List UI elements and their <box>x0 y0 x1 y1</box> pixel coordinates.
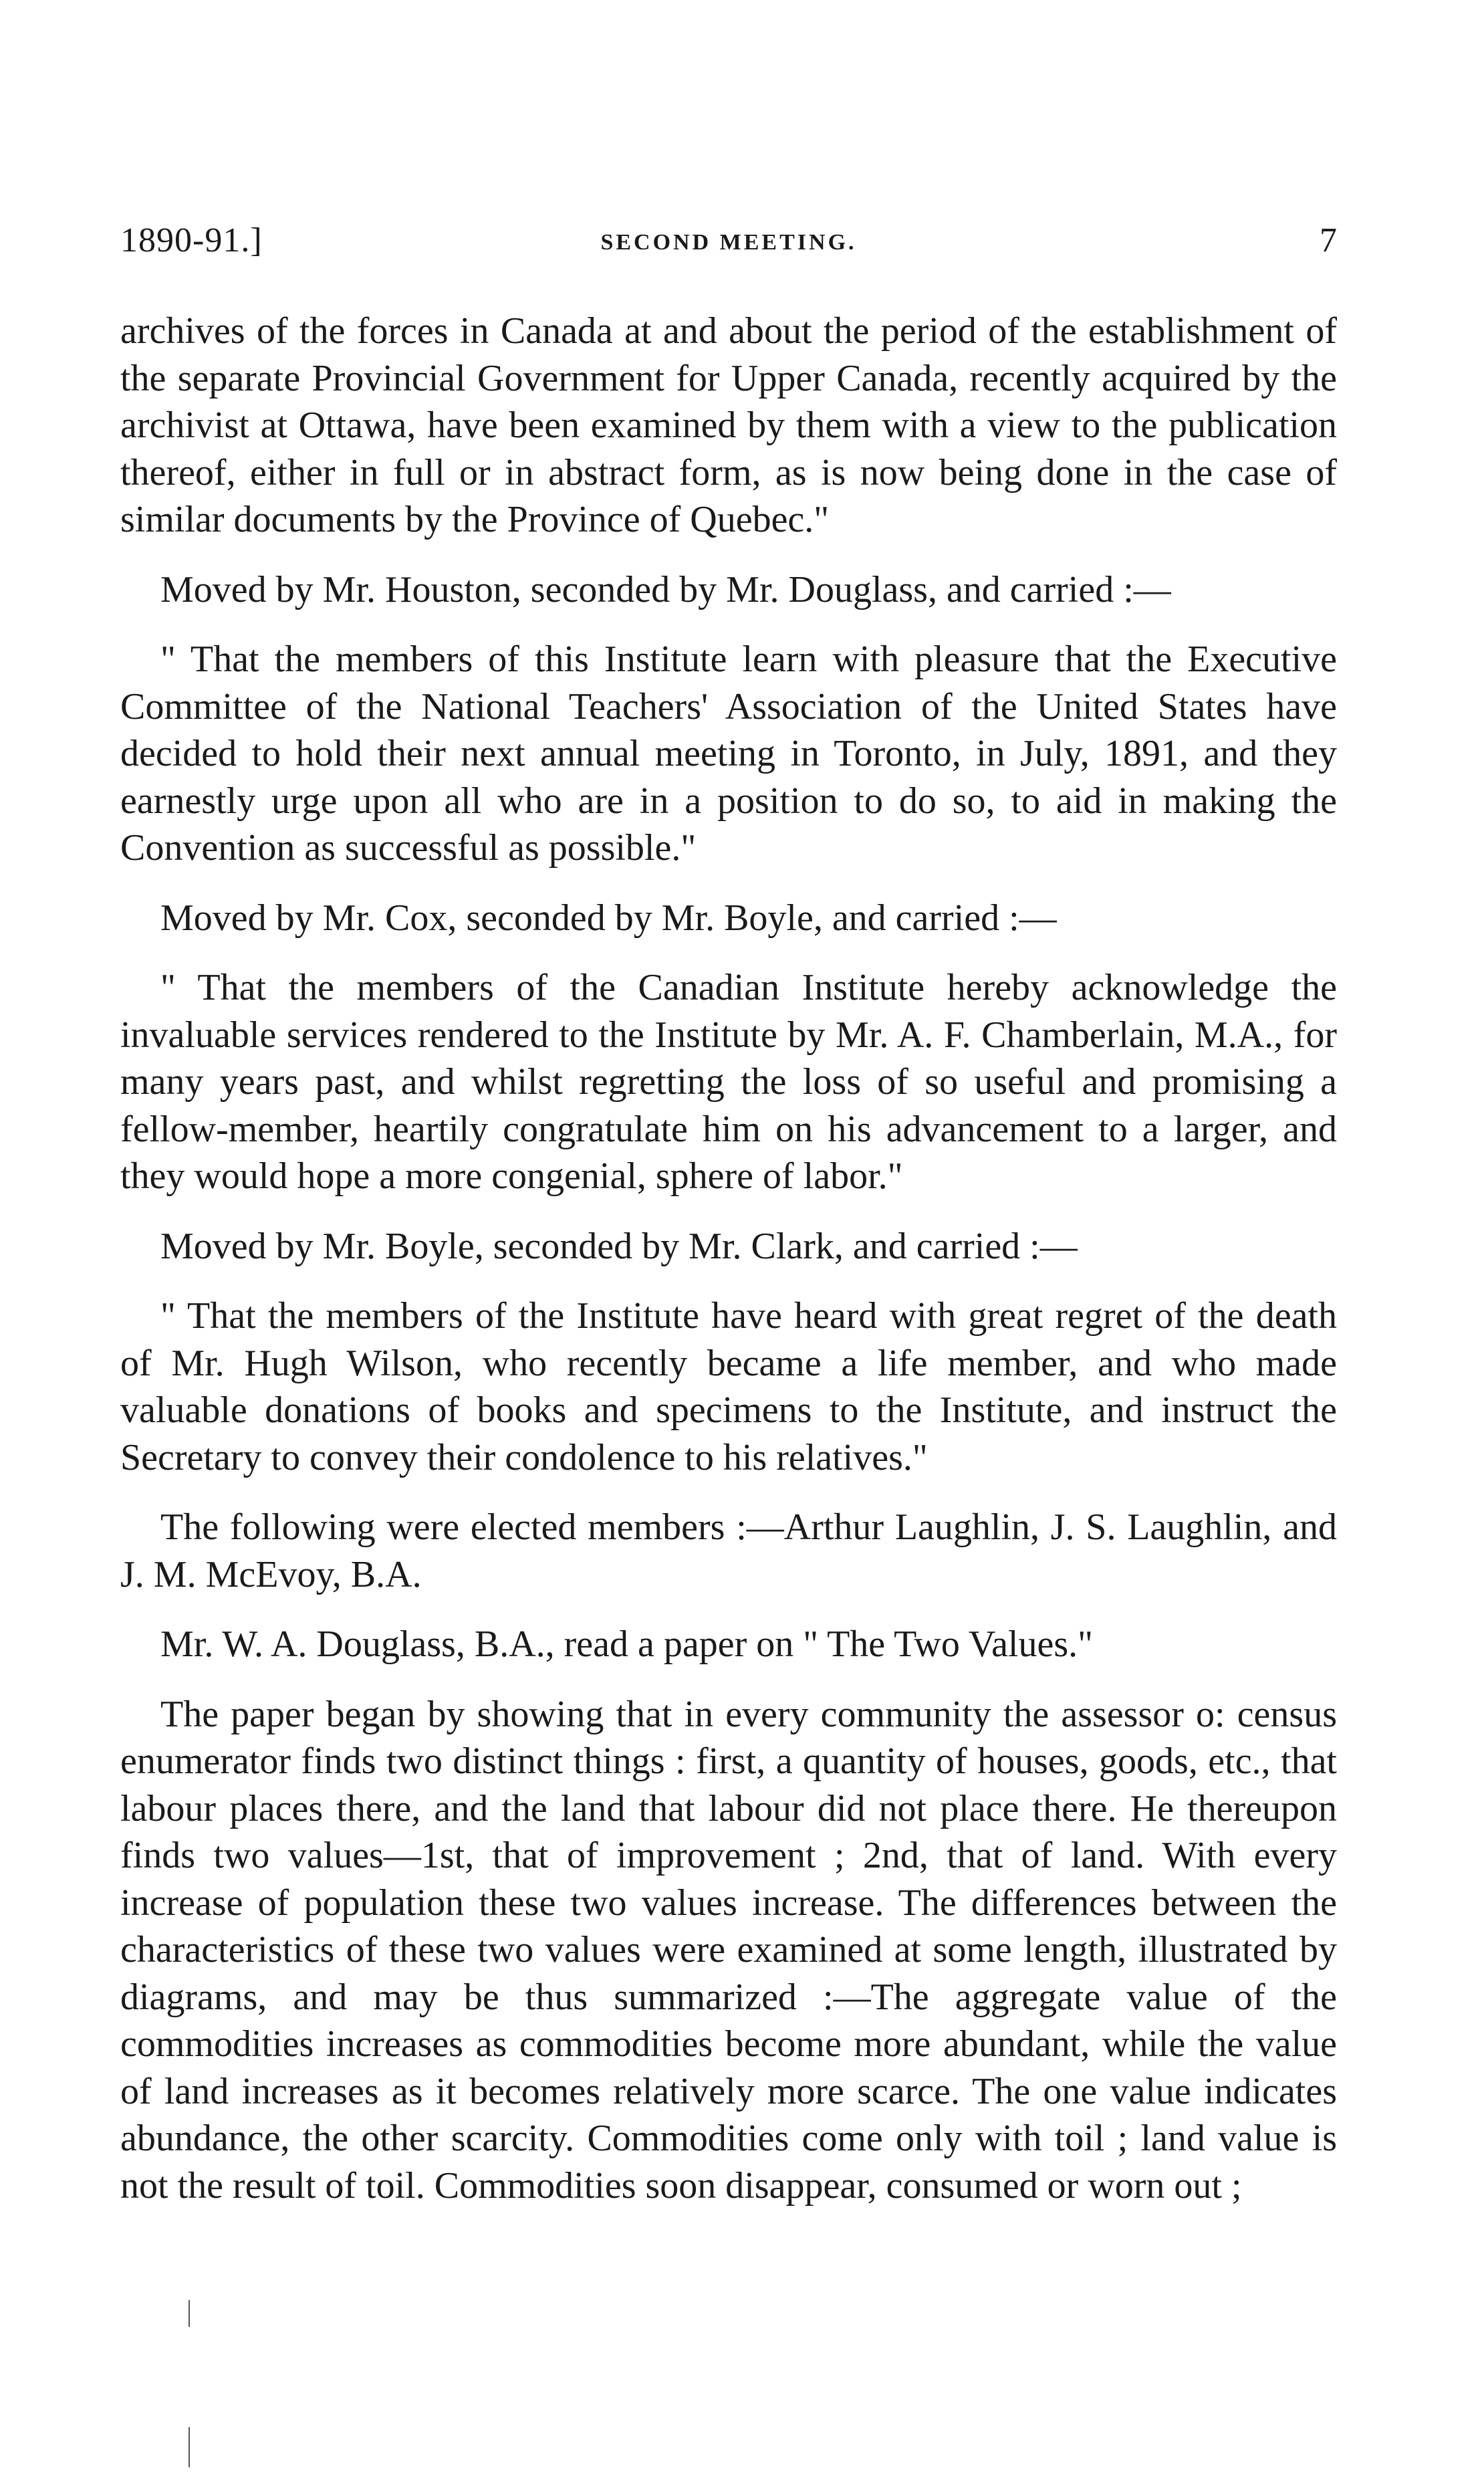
paragraph-resolution-teachers-association: " That the members of this Institute learn with pleasure that the Executive Committee of the National Teachers' Association of the United States have decided to hold their next annual meeting in Toronto, in July, 1891, and they earnestly urge upon all who are in a position to do so, to aid in making the Convention as successful as possible." <box>120 639 1337 869</box>
year-range-header: 1890-91.] <box>120 221 263 259</box>
book-page <box>120 221 1337 2232</box>
paragraph-resolution-wilson: " That the members of the Institute have heard with great regret of the death of Mr. Hugh Wilson, who recently became a life member, and who made valuable donations of books and specimens to the Institute, and instruct the Secretary to convey their condolence to his relatives." <box>120 1295 1337 1478</box>
paragraph-elected-members: The following were elected members :—Arthur Laughlin, J. S. Laughlin, and J. M. McEvoy, B.A. <box>120 1506 1337 1595</box>
paragraph-motion-boyle: Moved by Mr. Boyle, seconded by Mr. Clark, and carried :— <box>160 1225 1078 1267</box>
body-text <box>120 308 1337 2209</box>
running-head <box>120 221 1337 267</box>
margin-scan-mark <box>189 2300 190 2327</box>
paragraph-two-values-summary: The paper began by showing that in every community the assessor o: census enumerator finds two distinct things : first, a quantity of houses, goods, etc., that labour places there, and the land that labour did not place there. He thereupon finds two values—1st, that of improvement ; 2nd, that of land. With every increase of population these two values increase. The differences between the characteristics of these two values were examined at some length, illustrated by diagrams, and may be thus summarized :—The aggregate value of the commodities increases as commodities become more abundant, while the value of land increases as it becomes relatively more scarce. The one value indicates abundance, the other scarcity. Commodities come only with toil ; land value is not the result of toil. Commodities soon disappear, consumed or worn out ; <box>120 1693 1337 2207</box>
section-title-header: SECOND MEETING. <box>600 230 857 255</box>
paragraph-archives-continuation: archives of the forces in Canada at and about the period of the establishment of the separate Provincial Government for Upper Canada, recently acquired by the archivist at Ottawa, have been examined by them with a view to the publication thereof, either in full or in abstract form, as is now being done in the case of similar documents by the Province of Quebec." <box>120 310 1337 540</box>
page-number: 7 <box>1320 221 1337 259</box>
paragraph-resolution-chamberlain: " That the members of the Canadian Institute hereby acknowledge the invaluable services rendered to the Institute by Mr. A. F. Chamberlain, M.A., for many years past, and whilst regretting the loss of so useful and promising a fellow-member, heartily congratulate him on his advancement to a larger, and they would hope a more congenial, sphere of labor." <box>120 967 1337 1197</box>
margin-scan-mark <box>189 2427 190 2467</box>
paragraph-motion-cox: Moved by Mr. Cox, seconded by Mr. Boyle, and carried :— <box>160 897 1057 939</box>
paragraph-motion-houston: Moved by Mr. Houston, seconded by Mr. Douglass, and carried :— <box>160 568 1171 610</box>
paragraph-paper-announcement: Mr. W. A. Douglass, B.A., read a paper on " The Two Values." <box>160 1623 1093 1665</box>
